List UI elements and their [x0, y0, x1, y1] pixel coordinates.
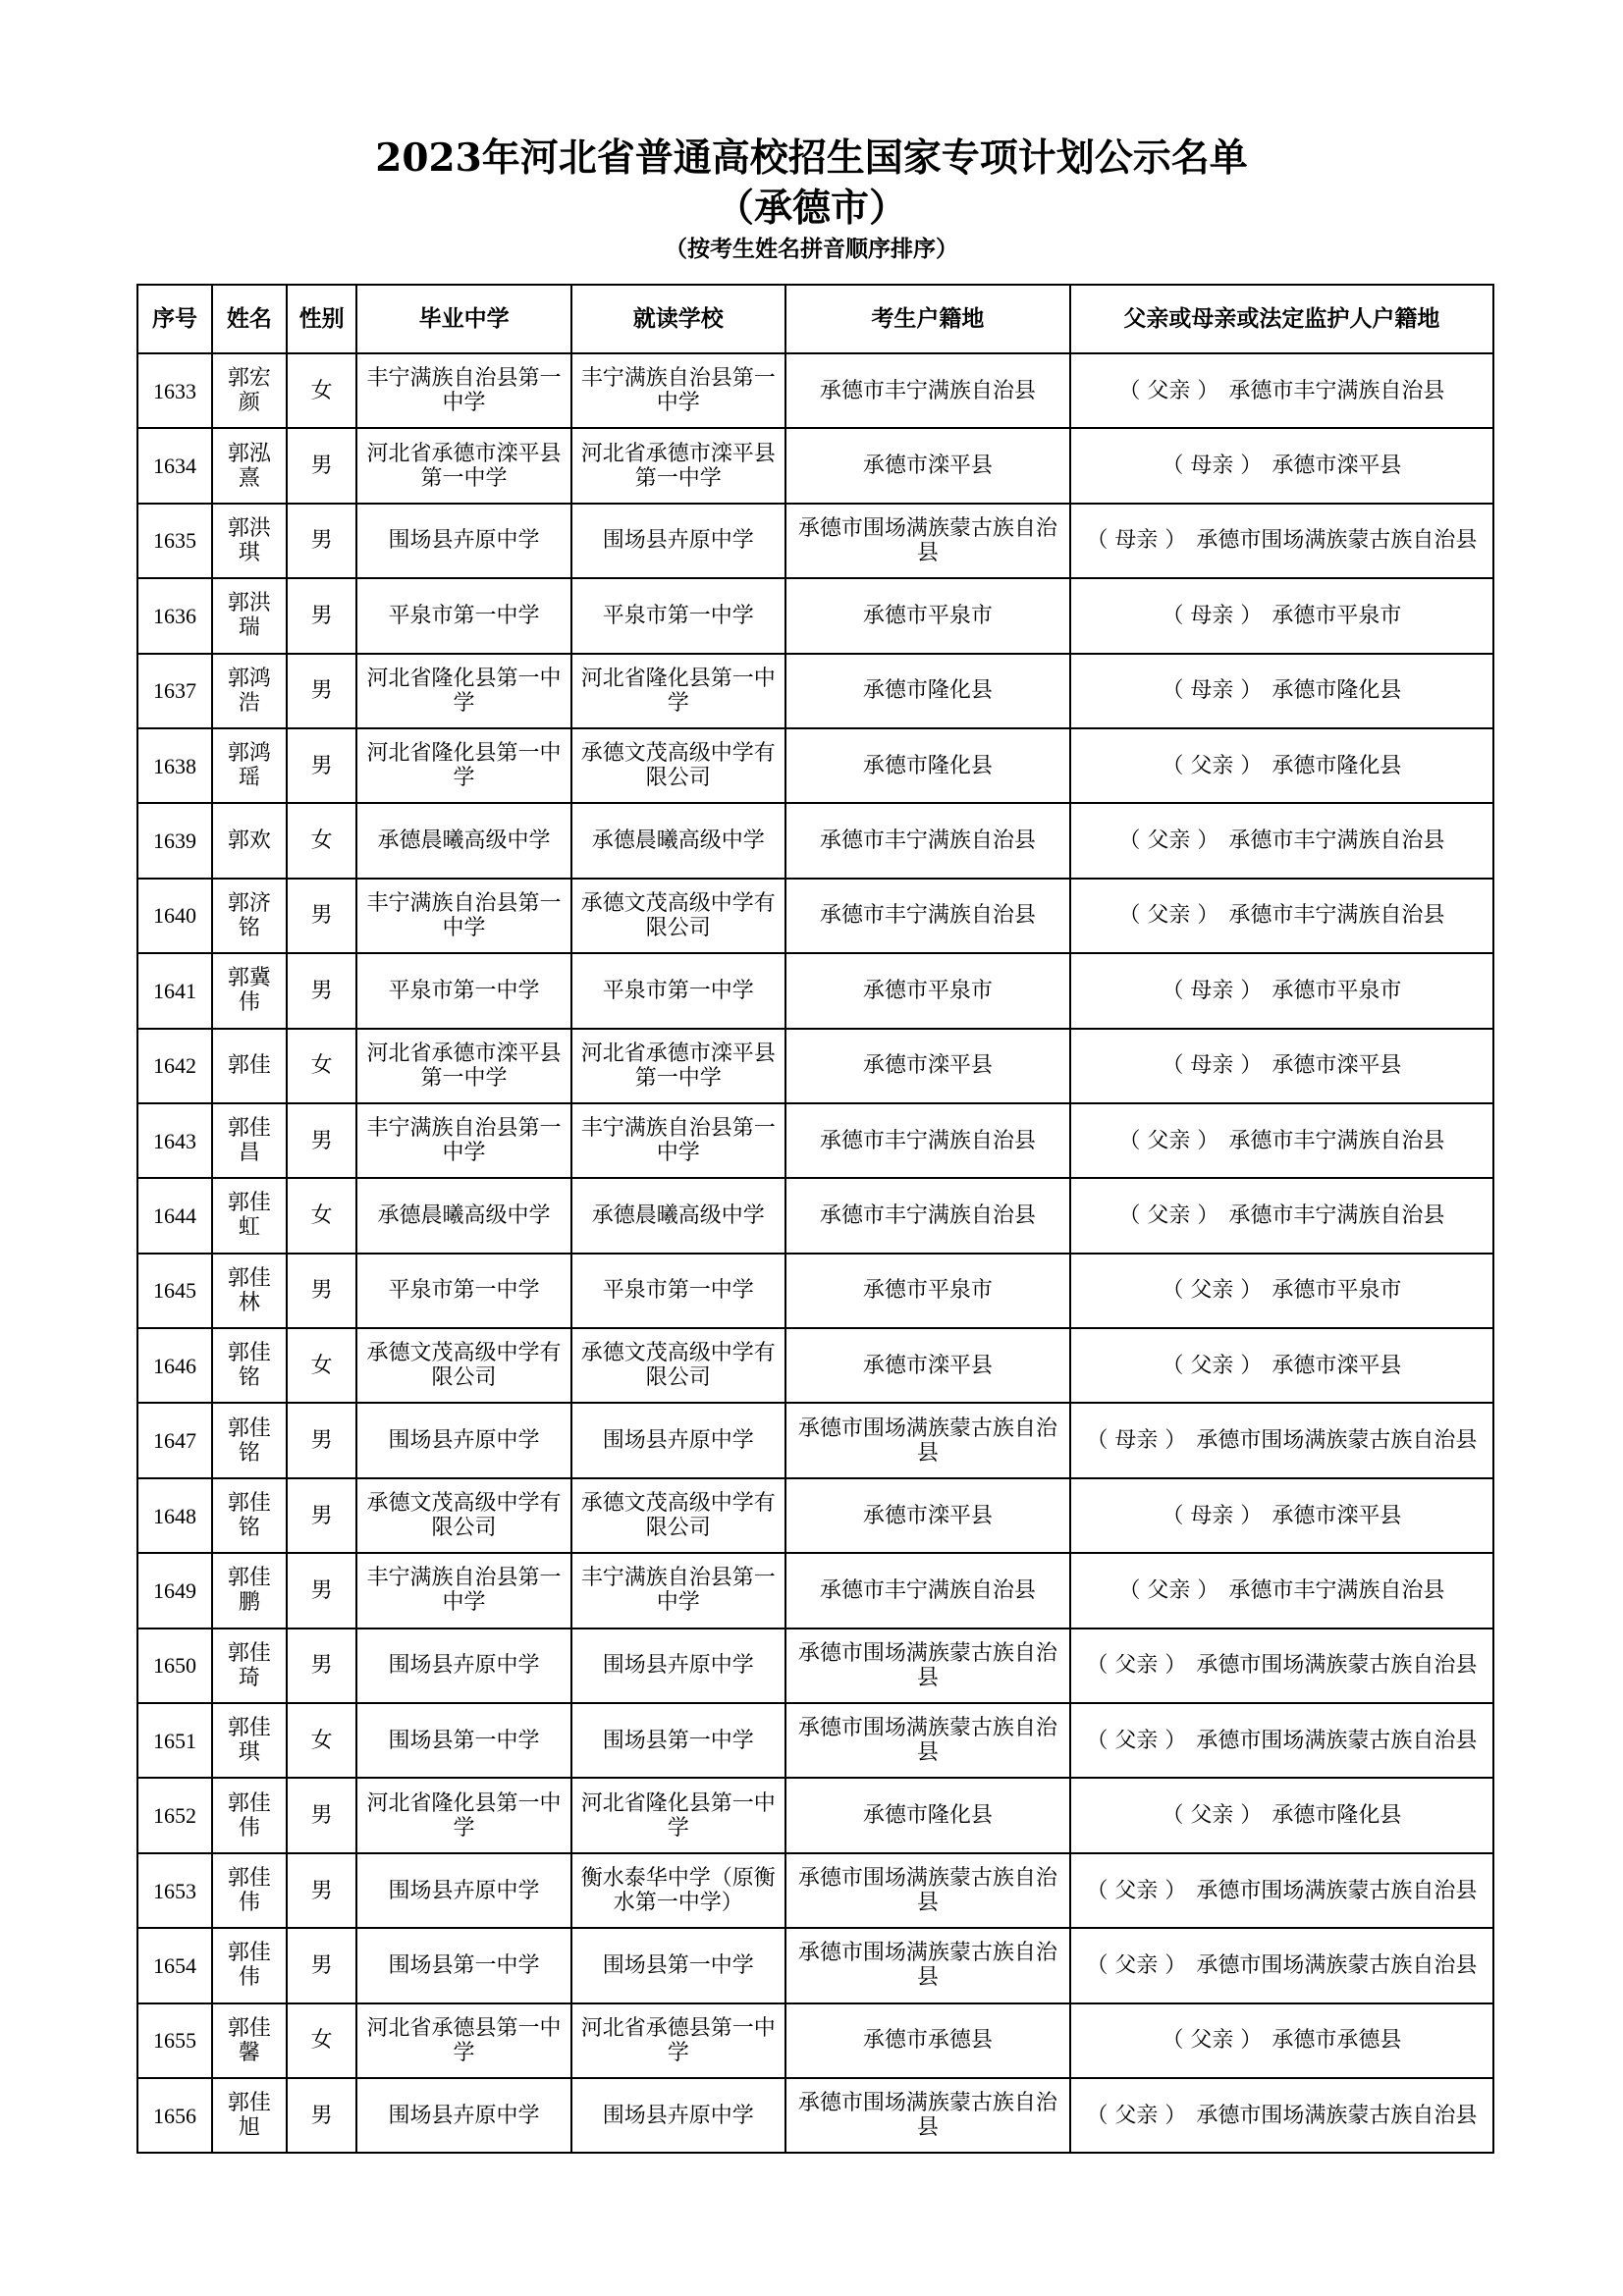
- cell-hukou: 承德市围场满族蒙古族自治县: [785, 1629, 1070, 1703]
- cell-index: 1656: [137, 2078, 212, 2153]
- cell-gender: 男: [287, 2078, 357, 2153]
- table-row: [137, 1629, 1493, 1703]
- cell-name: 郭欢: [212, 803, 287, 878]
- guardian-hukou-place: 承德市滦平县: [1271, 454, 1402, 479]
- cell-guardian-hukou: [1070, 1928, 1493, 2002]
- cell-name: 郭佳旭: [212, 2078, 287, 2153]
- cell-name: 郭佳鹏: [212, 1553, 287, 1628]
- cell-hukou: 承德市滦平县: [785, 1328, 1070, 1403]
- cell-index: 1648: [137, 1478, 212, 1553]
- cell-hukou: 承德市围场满族蒙古族自治县: [785, 1853, 1070, 1928]
- cell-name: 郭洪琪: [212, 504, 287, 578]
- cell-guardian-hukou: [1070, 578, 1493, 653]
- guardian-relation: （ 父亲 ）: [1118, 828, 1219, 854]
- cell-name: 郭佳昌: [212, 1103, 287, 1178]
- cell-guardian-hukou: [1070, 654, 1493, 728]
- cell-name: 郭佳琪: [212, 1703, 287, 1778]
- cell-gender: 男: [287, 428, 357, 503]
- roster-table: [136, 284, 1494, 2154]
- cell-hukou: 承德市丰宁满族自治县: [785, 353, 1070, 428]
- guardian-hukou-place: 承德市承德县: [1271, 2028, 1402, 2054]
- cell-grad-school: 围场县卉原中学: [356, 2078, 570, 2153]
- guardian-relation: （ 母亲 ）: [1162, 603, 1263, 628]
- guardian-relation: （ 父亲 ）: [1118, 1202, 1219, 1228]
- cell-study-school: 围场县卉原中学: [571, 1629, 785, 1703]
- col-header-hukou: 考生户籍地: [785, 285, 1070, 353]
- guardian-relation: （ 母亲 ）: [1162, 454, 1263, 479]
- cell-gender: 女: [287, 1178, 357, 1253]
- table-row: [137, 1478, 1493, 1553]
- cell-hukou: 承德市平泉市: [785, 578, 1070, 653]
- cell-name: 郭佳虹: [212, 1178, 287, 1253]
- table-row: [137, 1928, 1493, 2002]
- cell-hukou: 承德市平泉市: [785, 1254, 1070, 1328]
- cell-name: 郭冀伟: [212, 953, 287, 1028]
- guardian-relation: （ 父亲 ）: [1162, 1353, 1263, 1378]
- cell-guardian-hukou: [1070, 1778, 1493, 1852]
- table-row: [137, 1328, 1493, 1403]
- guardian-hukou-place: 承德市围场满族蒙古族自治县: [1196, 528, 1478, 554]
- cell-gender: 女: [287, 1703, 357, 1778]
- cell-guardian-hukou: [1070, 1403, 1493, 1477]
- cell-gender: 男: [287, 1629, 357, 1703]
- col-header-index: 序号: [137, 285, 212, 353]
- col-header-guardian-hukou: 父亲或母亲或法定监护人户籍地: [1070, 285, 1493, 353]
- table-row: [137, 1703, 1493, 1778]
- cell-name: 郭佳伟: [212, 1778, 287, 1852]
- cell-hukou: 承德市围场满族蒙古族自治县: [785, 1703, 1070, 1778]
- cell-grad-school: 丰宁满族自治县第一中学: [356, 879, 570, 953]
- guardian-relation: （ 母亲 ）: [1162, 978, 1263, 1003]
- cell-hukou: 承德市隆化县: [785, 1778, 1070, 1852]
- col-header-grad-school: 毕业中学: [356, 285, 570, 353]
- cell-grad-school: 围场县卉原中学: [356, 1403, 570, 1477]
- cell-grad-school: 河北省隆化县第一中学: [356, 728, 570, 803]
- sort-note: （按考生姓名拼音顺序排序）: [665, 237, 958, 262]
- table-row: [137, 1403, 1493, 1477]
- cell-gender: 男: [287, 953, 357, 1028]
- cell-index: 1649: [137, 1553, 212, 1628]
- cell-hukou: 承德市围场满族蒙古族自治县: [785, 504, 1070, 578]
- cell-guardian-hukou: [1070, 428, 1493, 503]
- cell-index: 1638: [137, 728, 212, 803]
- guardian-hukou-place: 承德市平泉市: [1271, 978, 1402, 1003]
- cell-grad-school: 承德文茂高级中学有限公司: [356, 1478, 570, 1553]
- cell-gender: 男: [287, 728, 357, 803]
- cell-gender: 女: [287, 2003, 357, 2078]
- cell-grad-school: 围场县卉原中学: [356, 1629, 570, 1703]
- cell-study-school: 承德晨曦高级中学: [571, 1178, 785, 1253]
- table-row: [137, 353, 1493, 428]
- cell-study-school: 平泉市第一中学: [571, 953, 785, 1028]
- cell-name: 郭鸿浩: [212, 654, 287, 728]
- cell-hukou: 承德市围场满族蒙古族自治县: [785, 1403, 1070, 1477]
- cell-study-school: 衡水泰华中学（原衡水第一中学）: [571, 1853, 785, 1928]
- cell-grad-school: 丰宁满族自治县第一中学: [356, 1103, 570, 1178]
- page-title: 2023年河北省普通高校招生国家专项计划公示名单: [375, 135, 1248, 181]
- cell-index: 1636: [137, 578, 212, 653]
- cell-study-school: 围场县卉原中学: [571, 504, 785, 578]
- cell-study-school: 承德文茂高级中学有限公司: [571, 1328, 785, 1403]
- cell-guardian-hukou: [1070, 1853, 1493, 1928]
- table-row: [137, 428, 1493, 503]
- cell-grad-school: 河北省隆化县第一中学: [356, 1778, 570, 1852]
- cell-guardian-hukou: [1070, 2003, 1493, 2078]
- cell-name: 郭佳林: [212, 1254, 287, 1328]
- cell-grad-school: 河北省承德市滦平县第一中学: [356, 1029, 570, 1103]
- guardian-hukou-place: 承德市平泉市: [1271, 603, 1402, 628]
- guardian-hukou-place: 承德市围场满族蒙古族自治县: [1196, 1952, 1478, 1978]
- cell-hukou: 承德市平泉市: [785, 953, 1070, 1028]
- table-row: [137, 728, 1493, 803]
- cell-guardian-hukou: [1070, 728, 1493, 803]
- cell-grad-school: 河北省承德市滦平县第一中学: [356, 428, 570, 503]
- cell-hukou: 承德市丰宁满族自治县: [785, 1103, 1070, 1178]
- cell-guardian-hukou: [1070, 1029, 1493, 1103]
- table-body: [137, 353, 1493, 2153]
- cell-gender: 男: [287, 879, 357, 953]
- guardian-relation: （ 父亲 ）: [1086, 1728, 1187, 1753]
- cell-study-school: 河北省承德市滦平县第一中学: [571, 1029, 785, 1103]
- table-row: [137, 1178, 1493, 1253]
- cell-grad-school: 平泉市第一中学: [356, 578, 570, 653]
- guardian-hukou-place: 承德市丰宁满族自治县: [1228, 1128, 1445, 1153]
- cell-hukou: 承德市围场满族蒙古族自治县: [785, 2078, 1070, 2153]
- cell-study-school: 围场县卉原中学: [571, 1403, 785, 1477]
- cell-index: 1644: [137, 1178, 212, 1253]
- cell-guardian-hukou: [1070, 1478, 1493, 1553]
- guardian-relation: （ 父亲 ）: [1086, 2103, 1187, 2128]
- guardian-hukou-place: 承德市丰宁满族自治县: [1228, 1202, 1445, 1228]
- cell-hukou: 承德市丰宁满族自治县: [785, 803, 1070, 878]
- cell-gender: 男: [287, 1553, 357, 1628]
- cell-guardian-hukou: [1070, 1553, 1493, 1628]
- cell-grad-school: 承德晨曦高级中学: [356, 1178, 570, 1253]
- guardian-hukou-place: 承德市滦平县: [1271, 1503, 1402, 1528]
- cell-name: 郭佳铭: [212, 1328, 287, 1403]
- cell-gender: 男: [287, 578, 357, 653]
- table-row: [137, 654, 1493, 728]
- table-row: [137, 1778, 1493, 1852]
- cell-guardian-hukou: [1070, 1328, 1493, 1403]
- guardian-hukou-place: 承德市滦平县: [1271, 1353, 1402, 1378]
- cell-gender: 女: [287, 1029, 357, 1103]
- table-row: [137, 1103, 1493, 1178]
- cell-study-school: 平泉市第一中学: [571, 1254, 785, 1328]
- cell-index: 1640: [137, 879, 212, 953]
- cell-guardian-hukou: [1070, 1178, 1493, 1253]
- cell-index: 1642: [137, 1029, 212, 1103]
- cell-name: 郭佳铭: [212, 1478, 287, 1553]
- cell-grad-school: 围场县第一中学: [356, 1928, 570, 2002]
- cell-hukou: 承德市隆化县: [785, 728, 1070, 803]
- cell-study-school: 丰宁满族自治县第一中学: [571, 1553, 785, 1628]
- cell-gender: 男: [287, 1403, 357, 1477]
- table-row: [137, 578, 1493, 653]
- guardian-relation: （ 父亲 ）: [1086, 1952, 1187, 1978]
- cell-index: 1635: [137, 504, 212, 578]
- guardian-relation: （ 父亲 ）: [1118, 1577, 1219, 1603]
- cell-guardian-hukou: [1070, 504, 1493, 578]
- cell-guardian-hukou: [1070, 953, 1493, 1028]
- cell-grad-school: 承德晨曦高级中学: [356, 803, 570, 878]
- cell-name: 郭佳琦: [212, 1629, 287, 1703]
- cell-gender: 男: [287, 1778, 357, 1852]
- guardian-hukou-place: 承德市围场满族蒙古族自治县: [1196, 1428, 1478, 1454]
- guardian-relation: （ 父亲 ）: [1162, 753, 1263, 778]
- table-header: [137, 285, 1493, 353]
- cell-name: 郭宏颜: [212, 353, 287, 428]
- guardian-relation: （ 父亲 ）: [1118, 378, 1219, 403]
- cell-hukou: 承德市滦平县: [785, 1478, 1070, 1553]
- cell-study-school: 平泉市第一中学: [571, 578, 785, 653]
- guardian-hukou-place: 承德市隆化县: [1271, 678, 1402, 704]
- cell-guardian-hukou: [1070, 1629, 1493, 1703]
- cell-grad-school: 河北省承德县第一中学: [356, 2003, 570, 2078]
- cell-name: 郭佳铭: [212, 1403, 287, 1477]
- cell-study-school: 丰宁满族自治县第一中学: [571, 353, 785, 428]
- cell-gender: 女: [287, 353, 357, 428]
- cell-index: 1653: [137, 1853, 212, 1928]
- cell-hukou: 承德市丰宁满族自治县: [785, 879, 1070, 953]
- guardian-hukou-place: 承德市隆化县: [1271, 753, 1402, 778]
- cell-hukou: 承德市滦平县: [785, 428, 1070, 503]
- cell-grad-school: 围场县第一中学: [356, 1703, 570, 1778]
- cell-name: 郭洪瑞: [212, 578, 287, 653]
- guardian-hukou-place: 承德市围场满族蒙古族自治县: [1196, 2103, 1478, 2128]
- cell-study-school: 河北省隆化县第一中学: [571, 654, 785, 728]
- cell-study-school: 河北省承德县第一中学: [571, 2003, 785, 2078]
- page-subtitle: （承德市）: [715, 186, 907, 231]
- guardian-hukou-place: 承德市平泉市: [1271, 1278, 1402, 1304]
- cell-name: 郭佳伟: [212, 1928, 287, 2002]
- cell-index: 1641: [137, 953, 212, 1028]
- cell-gender: 男: [287, 1254, 357, 1328]
- table-row: [137, 1254, 1493, 1328]
- guardian-relation: （ 父亲 ）: [1118, 903, 1219, 929]
- cell-hukou: 承德市隆化县: [785, 654, 1070, 728]
- cell-guardian-hukou: [1070, 879, 1493, 953]
- guardian-hukou-place: 承德市丰宁满族自治县: [1228, 378, 1445, 403]
- guardian-relation: （ 父亲 ）: [1086, 1653, 1187, 1679]
- cell-study-school: 河北省隆化县第一中学: [571, 1778, 785, 1852]
- cell-grad-school: 平泉市第一中学: [356, 1254, 570, 1328]
- cell-study-school: 承德晨曦高级中学: [571, 803, 785, 878]
- cell-name: 郭佳伟: [212, 1853, 287, 1928]
- cell-guardian-hukou: [1070, 1254, 1493, 1328]
- header-row: [137, 285, 1493, 353]
- guardian-relation: （ 父亲 ）: [1086, 1878, 1187, 1903]
- cell-index: 1646: [137, 1328, 212, 1403]
- cell-grad-school: 承德文茂高级中学有限公司: [356, 1328, 570, 1403]
- cell-study-school: 河北省承德市滦平县第一中学: [571, 428, 785, 503]
- cell-hukou: 承德市滦平县: [785, 1029, 1070, 1103]
- cell-index: 1655: [137, 2003, 212, 2078]
- guardian-relation: （ 父亲 ）: [1162, 1278, 1263, 1304]
- cell-guardian-hukou: [1070, 1103, 1493, 1178]
- col-header-study-school: 就读学校: [571, 285, 785, 353]
- cell-guardian-hukou: [1070, 2078, 1493, 2153]
- guardian-hukou-place: 承德市丰宁满族自治县: [1228, 828, 1445, 854]
- table-row: [137, 2078, 1493, 2153]
- cell-index: 1639: [137, 803, 212, 878]
- guardian-hukou-place: 承德市丰宁满族自治县: [1228, 1577, 1445, 1603]
- table-row: [137, 504, 1493, 578]
- cell-guardian-hukou: [1070, 1703, 1493, 1778]
- guardian-relation: （ 父亲 ）: [1162, 1803, 1263, 1829]
- page-header: [0, 133, 1623, 266]
- cell-index: 1651: [137, 1703, 212, 1778]
- table-row: [137, 803, 1493, 878]
- cell-name: 郭鸿瑶: [212, 728, 287, 803]
- col-header-name: 姓名: [212, 285, 287, 353]
- guardian-hukou-place: 承德市围场满族蒙古族自治县: [1196, 1728, 1478, 1753]
- cell-gender: 男: [287, 654, 357, 728]
- cell-gender: 女: [287, 1328, 357, 1403]
- cell-gender: 男: [287, 1928, 357, 2002]
- cell-grad-school: 丰宁满族自治县第一中学: [356, 353, 570, 428]
- cell-study-school: 承德文茂高级中学有限公司: [571, 879, 785, 953]
- cell-index: 1652: [137, 1778, 212, 1852]
- cell-hukou: 承德市丰宁满族自治县: [785, 1178, 1070, 1253]
- cell-gender: 男: [287, 1853, 357, 1928]
- table-row: [137, 2003, 1493, 2078]
- cell-name: 郭佳馨: [212, 2003, 287, 2078]
- cell-grad-school: 围场县卉原中学: [356, 504, 570, 578]
- guardian-relation: （ 母亲 ）: [1086, 1428, 1187, 1454]
- table-row: [137, 1853, 1493, 1928]
- guardian-hukou-place: 承德市滦平县: [1271, 1053, 1402, 1079]
- guardian-relation: （ 母亲 ）: [1162, 678, 1263, 704]
- guardian-relation: （ 母亲 ）: [1086, 528, 1187, 554]
- cell-study-school: 围场县第一中学: [571, 1928, 785, 2002]
- cell-study-school: 承德文茂高级中学有限公司: [571, 728, 785, 803]
- cell-gender: 男: [287, 504, 357, 578]
- table-row: [137, 953, 1493, 1028]
- cell-grad-school: 河北省隆化县第一中学: [356, 654, 570, 728]
- guardian-relation: （ 父亲 ）: [1162, 2028, 1263, 2054]
- cell-study-school: 围场县第一中学: [571, 1703, 785, 1778]
- table-row: [137, 1553, 1493, 1628]
- guardian-relation: （ 母亲 ）: [1162, 1503, 1263, 1528]
- cell-index: 1645: [137, 1254, 212, 1328]
- cell-study-school: 围场县卉原中学: [571, 2078, 785, 2153]
- cell-guardian-hukou: [1070, 803, 1493, 878]
- cell-grad-school: 围场县卉原中学: [356, 1853, 570, 1928]
- cell-index: 1650: [137, 1629, 212, 1703]
- cell-index: 1637: [137, 654, 212, 728]
- cell-name: 郭泓熹: [212, 428, 287, 503]
- cell-gender: 女: [287, 803, 357, 878]
- cell-grad-school: 平泉市第一中学: [356, 953, 570, 1028]
- cell-index: 1633: [137, 353, 212, 428]
- guardian-relation: （ 父亲 ）: [1118, 1128, 1219, 1153]
- cell-hukou: 承德市承德县: [785, 2003, 1070, 2078]
- cell-index: 1647: [137, 1403, 212, 1477]
- guardian-hukou-place: 承德市围场满族蒙古族自治县: [1196, 1653, 1478, 1679]
- guardian-hukou-place: 承德市围场满族蒙古族自治县: [1196, 1878, 1478, 1903]
- table-row: [137, 1029, 1493, 1103]
- cell-hukou: 承德市围场满族蒙古族自治县: [785, 1928, 1070, 2002]
- col-header-gender: 性别: [287, 285, 357, 353]
- cell-index: 1643: [137, 1103, 212, 1178]
- guardian-relation: （ 母亲 ）: [1162, 1053, 1263, 1079]
- cell-study-school: 丰宁满族自治县第一中学: [571, 1103, 785, 1178]
- cell-name: 郭济铭: [212, 879, 287, 953]
- cell-hukou: 承德市丰宁满族自治县: [785, 1553, 1070, 1628]
- guardian-hukou-place: 承德市丰宁满族自治县: [1228, 903, 1445, 929]
- cell-guardian-hukou: [1070, 353, 1493, 428]
- cell-grad-school: 丰宁满族自治县第一中学: [356, 1553, 570, 1628]
- cell-index: 1634: [137, 428, 212, 503]
- cell-index: 1654: [137, 1928, 212, 2002]
- guardian-hukou-place: 承德市隆化县: [1271, 1803, 1402, 1829]
- cell-study-school: 承德文茂高级中学有限公司: [571, 1478, 785, 1553]
- cell-gender: 男: [287, 1478, 357, 1553]
- table-row: [137, 879, 1493, 953]
- cell-gender: 男: [287, 1103, 357, 1178]
- cell-name: 郭佳: [212, 1029, 287, 1103]
